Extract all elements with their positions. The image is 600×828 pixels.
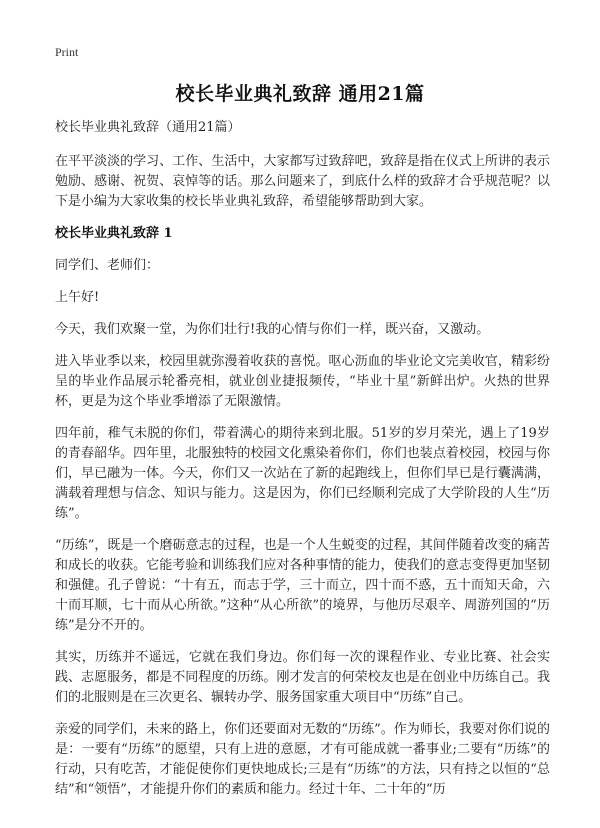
paragraph: 今天，我们欢聚一堂，为你们壮行!我的心情与你们一样，既兴奋，又激动。 xyxy=(55,322,490,337)
paragraph: 其实，历练并不遥远，它就在我们身边。你们每一次的课程作业、专业比赛、社会实践、志愿服务，都是不同程度的历练。刚才发言的何荣校友也是在创业中历练自己。我们的北服则是在三次更名、辗转办学、服务国家重大项目中“历练”自己。 xyxy=(55,650,550,705)
document-subtitle: 校长毕业典礼致辞（通用21篇） xyxy=(55,120,241,135)
paragraph: “历练”，既是一个磨砺意志的过程，也是一个人生蜕变的过程，其间伴随着改变的痛苦和成长的收获。它能考验和训练我们应对各种事情的能力，使我们的意志变得更加坚韧和强健。孔子曾说：“十有五，而志于学，三十而立，四十而不惑，五十而知天命，六十而耳顺，七十而从心所欲。”这种“从心所欲”的境界，与他历尽艰辛、周游列国的“历练”是分不开的。 xyxy=(55,538,550,633)
paragraph: 四年前，稚气未脱的你们，带着满心的期待来到北服。51岁的岁月荣光，遇上了19岁的青春韶华。四年里，北服独特的校园文化熏染着你们，你们也装点着校园，校园与你们，早已融为一体。今天，你们又一次站在了新的起跑线上，但你们早已是行囊满满，满载着理想与信念、知识与能力。这是因为，你们已经顺利完成了大学阶段的人生“历练”。 xyxy=(55,426,550,521)
section-heading: 校长毕业典礼致辞 1 xyxy=(55,226,173,241)
paragraph: 进入毕业季以来，校园里就弥漫着收获的喜悦。呕心沥血的毕业论文完美收官，精彩纷呈的毕业作品展示轮番亮相，就业创业捷报频传，“毕业十星”新鲜出炉。火热的世界杯，更是为这个毕业季增添了无限激情。 xyxy=(55,354,550,409)
page-title: 校长毕业典礼致辞 通用21篇 xyxy=(175,83,425,105)
print-link[interactable]: Print xyxy=(55,45,79,59)
paragraph: 上午好! xyxy=(55,290,100,305)
intro-paragraph: 在平平淡淡的学习、工作、生活中，大家都写过致辞吧，致辞是指在仪式上所讲的表示勉励、感谢、祝贺、哀悼等的话。那么问题来了，到底什么样的致辞才合乎规范呢？以下是小编为大家收集的校长毕业典礼致辞，希望能够帮助到大家。 xyxy=(55,154,550,209)
paragraph: 亲爱的同学们，未来的路上，你们还要面对无数的“历练”。作为师长，我要对你们说的是：一要有“历练”的愿望，只有上进的意愿，才有可能成就一番事业;二要有“历练”的行动，只有吃苦，才能促使你们更快地成长;三是有“历练”的方法，只有持之以恒的“总结”和“领悟”，才能提升你们的素质和能力。经过十年、二十年的“历 xyxy=(55,722,550,797)
paragraph: 同学们、老师们： xyxy=(55,258,160,273)
article-body xyxy=(55,118,550,812)
